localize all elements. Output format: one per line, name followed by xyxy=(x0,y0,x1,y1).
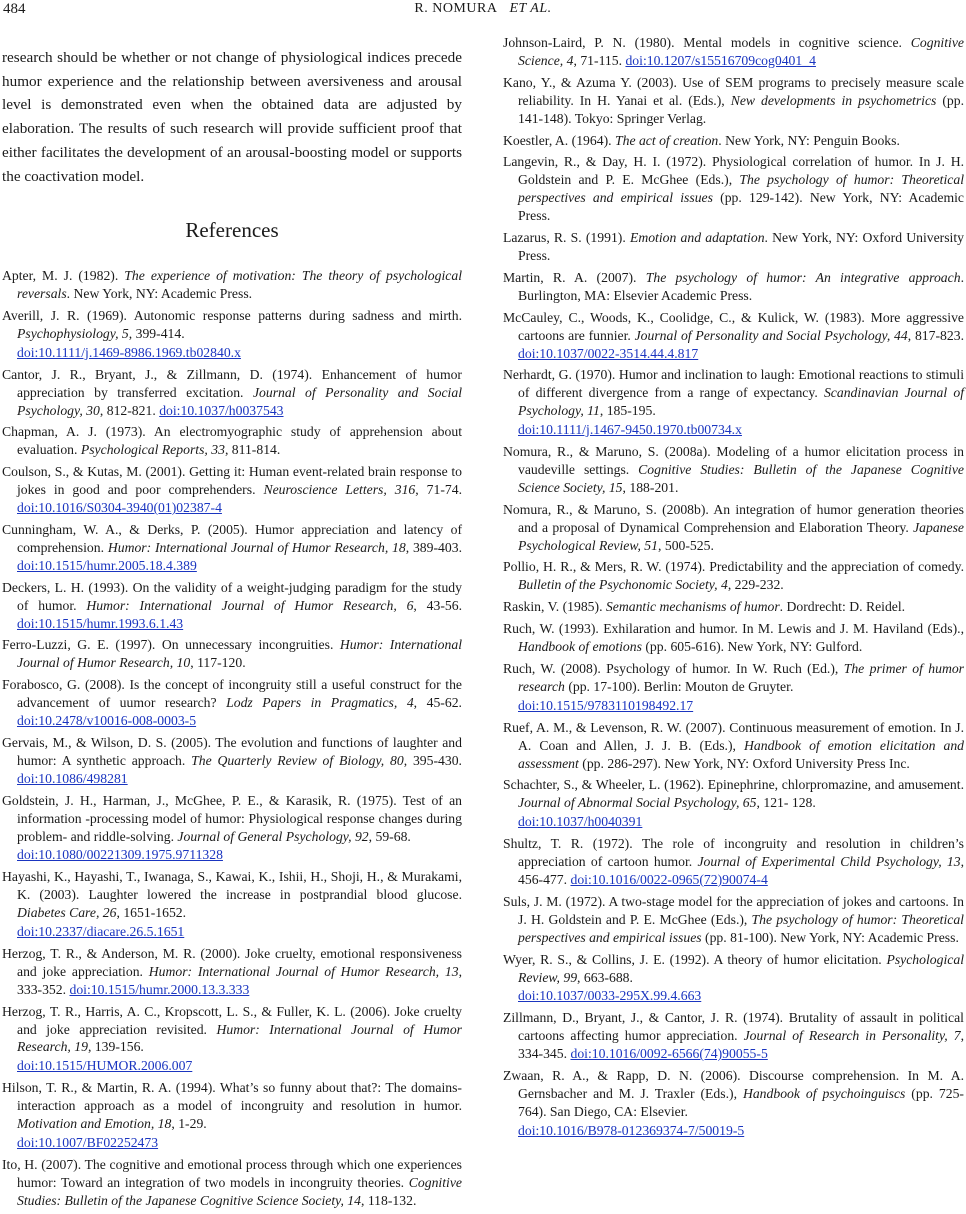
doi-link[interactable]: doi:10.1111/j.1469-8986.1969.tb02840.x xyxy=(17,344,241,360)
reference-text: Langevin, R., & Day, H. I. (1972). Physiological correlation of humor. In J. H. Goldstein and P. E. McGhee (Eds.), xyxy=(503,154,964,188)
reference-source: Handbook of emotions xyxy=(518,639,642,655)
reference-details: , 45-62. xyxy=(413,695,462,711)
reference-details: , 139-156. xyxy=(87,1039,144,1055)
reference-details: , 456-477. xyxy=(518,854,964,887)
reference-text: Herzog, T. R., & Anderson, M. R. (2000). Joke cruelty, emotional responsiveness and joke appreciation. xyxy=(2,945,462,979)
reference-text: Ruch, W. (2008). Psychology of humor. In W. Ruch (Ed.), xyxy=(503,661,844,676)
references-list-left xyxy=(2,267,462,1209)
reference-entry xyxy=(2,366,462,420)
left-column xyxy=(2,46,462,1214)
reference-details: , 185-195. xyxy=(599,403,656,419)
reference-entry xyxy=(503,1067,964,1140)
reference-text: Wyer, R. S., & Collins, J. E. (1992). A theory of humor elicitation. xyxy=(503,951,887,967)
reference-text: Apter, M. J. (1982). xyxy=(2,268,125,284)
doi-link[interactable]: doi:10.1037/0022-3514.44.4.817 xyxy=(518,345,699,361)
reference-source: Humor: International Journal of Humor Research, 19 xyxy=(17,1021,462,1055)
reference-source: Scandinavian Journal of Psychology, 11 xyxy=(518,385,964,419)
right-column xyxy=(503,34,964,1144)
reference-text: Shultz, T. R. (1972). The role of incongruity and resolution in children’s appreciation of cartoon humor. xyxy=(503,836,964,870)
reference-source: Semantic mechanisms of humor xyxy=(605,599,780,615)
reference-text: Schachter, S., & Wheeler, L. (1962). Epinephrine, chlorpromazine, and amusement. xyxy=(503,777,964,793)
reference-entry xyxy=(2,267,462,303)
reference-details: , 812-821. xyxy=(99,402,160,418)
reference-entry xyxy=(2,521,462,575)
reference-entry xyxy=(2,1156,462,1210)
reference-source: The psychology of humor: An integrative approach xyxy=(645,269,961,285)
reference-entry xyxy=(503,951,964,1006)
reference-source: Diabetes Care, 26 xyxy=(17,905,117,921)
reference-source: Bulletin of the Psychonomic Society, 4 xyxy=(518,577,728,593)
reference-text: Zillmann, D., Bryant, J., & Cantor, J. R. (1974). Brutality of assault in political cartoons affecting humor appreciation. xyxy=(503,1010,964,1044)
body-paragraph: research should be whether or not change of physiological indices precede humor experience and the relationship between aversiveness and arousal level is demonstrated even when the obtained data are adjusted by elaboration. The results of such research will provide sufficient proof that either facilitates the development of an arousal-boosting model or supports the coactivation model. xyxy=(2,49,462,185)
reference-text: Lazarus, R. S. (1991). xyxy=(503,230,630,246)
reference-source: Cognitive Science, 4 xyxy=(518,35,964,68)
reference-entry xyxy=(503,229,964,265)
reference-entry xyxy=(503,443,964,497)
reference-details: , 118-132. xyxy=(361,1192,417,1208)
reference-details: , 117-120. xyxy=(190,655,246,671)
reference-text: Deckers, L. H. (1993). On the validity of a weight-judging paradigm for the study of humor. xyxy=(2,579,462,613)
reference-text: Suls, J. M. (1972). A two-stage model for the appreciation of jokes and cartoons. In J. H. Goldstein and P. E. McGhee (Eds.), xyxy=(503,893,964,927)
doi-link[interactable]: doi:10.1037/0033-295X.99.4.663 xyxy=(518,988,702,1004)
reference-details: (pp. 605-616). New York, NY: Gulford. xyxy=(641,639,863,655)
doi-link[interactable]: doi:10.1111/j.1467-9450.1970.tb00734.x xyxy=(518,422,742,438)
reference-details: (pp. 141-148). Tokyo: Springer Verlag. xyxy=(518,92,964,126)
doi-link[interactable]: doi:10.1515/humr.2005.18.4.389 xyxy=(17,557,197,573)
reference-source: Motivation and Emotion, 18 xyxy=(17,1116,172,1132)
doi-link[interactable]: doi:10.1007/BF02252473 xyxy=(17,1135,159,1150)
doi-link[interactable]: doi:10.2478/v10016-008-0003-5 xyxy=(17,713,197,729)
reference-source: Journal of Personality and Social Psychology, 30 xyxy=(17,384,463,418)
reference-text: Ruef, A. M., & Levenson, R. W. (2007). Continuous measurement of emotion. In J. A. Coan and Allen, J. J. B. (Eds.), xyxy=(503,719,964,753)
doi-link[interactable]: doi:10.2337/diacare.26.5.1651 xyxy=(17,924,185,940)
page-number: 484 xyxy=(3,1,26,17)
reference-entry xyxy=(2,463,462,517)
reference-entry xyxy=(503,660,964,715)
reference-details: . Burlington, MA: Elsevier Academic Press. xyxy=(518,269,964,303)
doi-link[interactable]: doi:10.1515/humr.1993.6.1.43 xyxy=(17,615,184,631)
doi-link[interactable]: doi:10.1016/B978-012369374-7/50019-5 xyxy=(518,1122,745,1138)
reference-source: Journal of Abnormal Social Psychology, 65 xyxy=(518,795,757,811)
doi-link[interactable]: doi:10.1086/498281 xyxy=(17,770,128,786)
reference-text: Nomura, R., & Maruno, S. (2008b). An integration of humor generation theories and a proposal of Dynamical Comprehension and Elaboration Theory. xyxy=(503,501,964,535)
reference-details: , 663-688. xyxy=(577,969,633,985)
doi-link[interactable]: doi:10.1080/00221309.1975.9711328 xyxy=(17,847,223,863)
doi-link[interactable]: doi:10.1515/humr.2000.13.3.333 xyxy=(69,981,250,997)
reference-text: Herzog, T. R., Harris, A. C., Kropscott, L. S., & Fuller, K. L. (2006). Joke cruelty and joke appreciation revisited. xyxy=(2,1003,462,1037)
reference-source: Handbook of emotion elicitation and assessment xyxy=(518,737,965,771)
doi-link[interactable]: doi:10.1016/0092-6566(74)90055-5 xyxy=(570,1046,768,1062)
running-head-etal: ET AL. xyxy=(509,1,552,16)
reference-text: Nomura, R., & Maruno, S. (2008a). Modeling of a humor elicitation process in vaudeville settings. xyxy=(503,444,964,477)
reference-source: Journal of Personality and Social Psychology, 44 xyxy=(634,327,908,343)
reference-text: Kano, Y., & Azuma Y. (2003). Use of SEM programs to precisely measure scale reliability. In H. Yanai et al. (Eds.), xyxy=(503,74,964,108)
reference-text: Averill, J. R. (1969). Autonomic response patterns during sadness and mirth. xyxy=(2,308,462,324)
reference-source: The psychology of humor: Theoretical perspectives and empirical issues xyxy=(518,172,964,206)
reference-source: Japanese Psychological Review, 51 xyxy=(518,519,964,553)
reference-source: Emotion and adaptation xyxy=(629,230,765,246)
doi-link[interactable]: doi:10.1207/s15516709cog0401_4 xyxy=(625,52,816,68)
reference-entry xyxy=(2,307,462,362)
references-heading: References xyxy=(185,218,279,243)
reference-entry xyxy=(503,309,964,363)
reference-source: Psychophysiology, 5 xyxy=(17,325,129,341)
reference-source: Journal of Experimental Child Psychology, 13 xyxy=(697,854,961,870)
reference-source: The primer of humor research xyxy=(518,661,964,694)
reference-details: , 71-115. xyxy=(573,52,626,68)
reference-details: . New York, NY: Penguin Books. xyxy=(718,132,900,148)
reference-text: Chapman, A. J. (1973). An electromyographic study of apprehension about evaluation. xyxy=(2,424,462,458)
reference-details: . New York, NY: Academic Press. xyxy=(66,286,253,302)
reference-details: , 71-74. xyxy=(415,482,462,498)
reference-entry xyxy=(503,1009,964,1063)
reference-entry xyxy=(2,868,462,941)
reference-source: Cognitive Studies: Bulletin of the Japanese Cognitive Science Society, 14 xyxy=(17,1174,462,1208)
reference-source: Psychological Review, 99 xyxy=(518,951,964,985)
reference-source: Journal of Research in Personality, 7 xyxy=(743,1028,961,1044)
reference-text: Martin, R. A. (2007). xyxy=(503,269,646,285)
reference-entry xyxy=(503,893,964,947)
reference-entry xyxy=(503,132,964,150)
reference-source: The act of creation xyxy=(614,132,719,148)
reference-details: , 188-201. xyxy=(622,479,679,495)
reference-source: Psychological Reports, 33 xyxy=(80,442,225,458)
reference-source: The experience of motivation: The theory of psychological reversals xyxy=(17,268,463,302)
reference-entry xyxy=(2,1079,462,1152)
reference-text: Johnson-Laird, P. N. (1980). Mental models in cognitive science. xyxy=(503,35,911,50)
reference-source: Lodz Papers in Pragmatics, 4 xyxy=(226,695,414,711)
reference-entry xyxy=(2,676,462,730)
reference-details: , 229-232. xyxy=(727,577,784,593)
reference-text: McCauley, C., Woods, K., Coolidge, C., & Kulick, W. (1983). More aggressive cartoons are funnier. xyxy=(503,309,964,343)
reference-source: Humor: International Journal of Humor Research, 13 xyxy=(148,963,459,979)
reference-entry xyxy=(2,636,462,672)
reference-details: , 389-403. xyxy=(405,539,462,555)
reference-details: , 333-352. xyxy=(17,963,462,997)
reference-details: , 395-430. xyxy=(403,752,462,768)
reference-entry xyxy=(2,792,462,865)
reference-text: Forabosco, G. (2008). Is the concept of incongruity still a useful construct for the advancement of uumor research? xyxy=(2,677,462,711)
doi-link[interactable]: doi:10.1515/HUMOR.2006.007 xyxy=(17,1058,193,1074)
reference-details: , 121- 128. xyxy=(756,795,816,811)
reference-text: Ito, H. (2007). The cognitive and emotional process through which one experiences humor: Toward an integration of two models in incongruity theories. xyxy=(2,1156,462,1190)
reference-text: Cunningham, W. A., & Derks, P. (2005). Humor appreciation and latency of comprehension. xyxy=(2,522,462,555)
reference-text: Pollio, H. R., & Mers, R. W. (1974). Predictability and the appreciation of comedy. xyxy=(503,559,964,575)
reference-entry xyxy=(503,776,964,831)
reference-details: (pp. 129-142). New York, NY: Academic Press. xyxy=(518,190,964,224)
reference-entry xyxy=(503,598,964,616)
references-list-right xyxy=(503,34,964,1140)
reference-text: Coulson, S., & Kutas, M. (2001). Getting it: Human event-related brain response to jokes in good and poor comprehenders. xyxy=(2,464,462,498)
reference-text: Hilson, T. R., & Martin, R. A. (1994). What’s so funny about that?: The domains-interaction approach as a model of incongruity and resolution in humor. xyxy=(2,1080,462,1114)
reference-source: The Quarterly Review of Biology, 80 xyxy=(191,752,404,768)
reference-source: Humor: International Journal of Humor Research, 18 xyxy=(107,539,406,555)
reference-details: (pp. 81-100). New York, NY: Academic Press. xyxy=(701,929,959,945)
reference-entry xyxy=(503,366,964,439)
reference-source: New developments in psychometrics xyxy=(730,92,937,108)
reference-details: (pp. 725-764). San Diego, CA: Elsevier. xyxy=(518,1085,964,1119)
reference-source: Neuroscience Letters, 316 xyxy=(263,482,416,498)
reference-details: , 1-29. xyxy=(171,1116,207,1132)
reference-source: Handbook of psychoinguiscs xyxy=(742,1085,906,1101)
reference-entry xyxy=(2,423,462,459)
reference-entry xyxy=(503,719,964,773)
reference-entry xyxy=(503,74,964,128)
reference-details: , 334-345. xyxy=(518,1028,964,1062)
doi-link[interactable]: doi:10.1037/h0040391 xyxy=(518,814,643,830)
reference-text: Hayashi, K., Hayashi, T., Iwanaga, S., Kawai, K., Ishii, H., Shoji, H., & Murakami, K. (2003). Laughter lowered the increase in postprandial blood glucose. xyxy=(2,869,462,903)
reference-source: Journal of General Psychology, 92 xyxy=(177,828,369,844)
reference-entry xyxy=(2,579,462,633)
reference-entry xyxy=(2,945,462,999)
doi-link[interactable]: doi:10.1016/0022-0965(72)90074-4 xyxy=(570,871,768,887)
reference-entry xyxy=(503,269,964,305)
reference-details: . New York, NY: Oxford University Press. xyxy=(518,230,964,263)
reference-text: Zwaan, R. A., & Rapp, D. N. (2006). Discourse comprehension. In M. A. Gernsbacher and M. J. Traxler (Eds.), xyxy=(503,1068,964,1101)
reference-entry xyxy=(503,620,964,656)
reference-source: Humor: International Journal of Humor Research, 10 xyxy=(17,637,462,671)
reference-details: , 59-68. xyxy=(368,828,411,844)
reference-text: Cantor, J. R., Bryant, J., & Zillmann, D. (1974). Enhancement of humor appreciation by transferred excitation. xyxy=(2,366,462,400)
reference-source: Cognitive Studies: Bulletin of the Japanese Cognitive Science Society, 15 xyxy=(518,461,964,495)
reference-details: , 811-814. xyxy=(224,442,281,458)
reference-details: , 43-56. xyxy=(413,597,462,613)
reference-entry xyxy=(503,558,964,594)
reference-source: The psychology of humor: Theoretical perspectives and empirical issues xyxy=(518,911,964,945)
doi-link[interactable]: doi:10.1016/S0304-3940(01)02387-4 xyxy=(17,500,222,516)
reference-entry xyxy=(503,835,964,889)
reference-entry xyxy=(503,501,964,555)
reference-text: Koestler, A. (1964). xyxy=(503,132,615,148)
reference-details: , 817-823. xyxy=(907,327,964,343)
reference-details: , 500-525. xyxy=(658,537,714,553)
reference-source: Humor: International Journal of Humor Research, 6 xyxy=(86,597,414,613)
reference-entry xyxy=(2,1003,462,1076)
reference-text: Raskin, V. (1985). xyxy=(503,599,606,615)
reference-details: , 399-414. xyxy=(128,325,185,341)
doi-link[interactable]: doi:10.1037/h0037543 xyxy=(159,402,284,418)
reference-entry xyxy=(2,734,462,788)
reference-text: Gervais, M., & Wilson, D. S. (2005). The evolution and functions of laughter and humor: A synthetic approach. xyxy=(2,734,462,768)
doi-link[interactable]: doi:10.1515/9783110198492.17 xyxy=(518,697,694,713)
reference-details: (pp. 17-100). Berlin: Mouton de Gruyter. xyxy=(564,678,794,694)
reference-text: Ruch, W. (1993). Exhilaration and humor. In M. Lewis and J. M. Haviland (Eds)., xyxy=(503,621,964,637)
reference-details: (pp. 286-297). New York, NY: Oxford University Press Inc. xyxy=(578,755,910,771)
reference-text: Nerhardt, G. (1970). Humor and inclination to laugh: Emotional reactions to stimuli of different divergence from a range of expectancy. xyxy=(503,367,964,401)
running-head xyxy=(0,1,966,17)
running-head-authors: R. NOMURA xyxy=(414,1,498,16)
reference-details: , 1651-1652. xyxy=(116,905,187,921)
reference-text: Ferro-Luzzi, G. E. (1997). On unnecessary incongruities. xyxy=(2,637,340,653)
reference-text: Goldstein, J. H., Harman, J., McGhee, P. E., & Karasik, R. (1975). Test of an information -processing model of humor: Physiological response changes during problem- and riddle-solving. xyxy=(2,792,462,844)
reference-entry xyxy=(503,153,964,225)
reference-details: . Dordrecht: D. Reidel. xyxy=(779,599,906,615)
reference-entry xyxy=(503,34,964,70)
